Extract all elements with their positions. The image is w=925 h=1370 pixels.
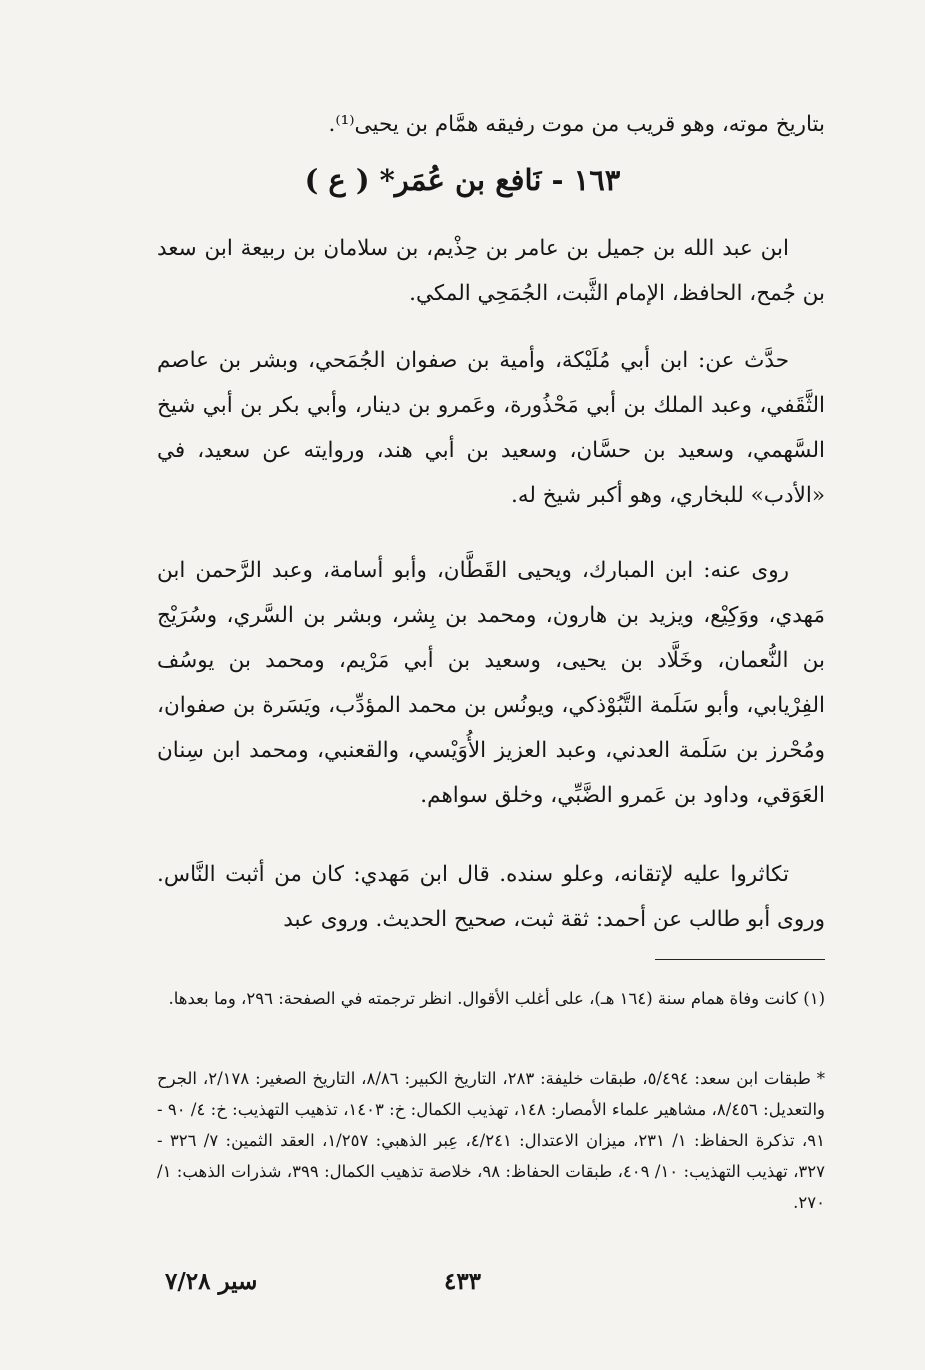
intro-line: بتاريخ موته، وهو قريب من موت رفيقه همَّام بن يحيى⁽¹⁾. [328, 112, 825, 137]
lineage-paragraph-block [157, 226, 825, 316]
teachers-paragraph-block [157, 338, 825, 518]
printer-signature: سير ٧/٢٨ [165, 1268, 258, 1295]
students-paragraph-block [157, 548, 825, 818]
lineage-text: ابن عبد الله بن جميل بن عامر بن حِذْيم، بن سلامان بن ربيعة ابن سعد بن جُمح، الحافظ، الإمام الثَّبت، الجُمَحِي المكي. [157, 236, 825, 306]
footnote-1-block [157, 983, 825, 1014]
footnote-separator [655, 959, 825, 960]
teachers-text: حدَّث عن: ابن أبي مُلَيْكة، وأمية بن صفوان الجُمَحي، وبشر بن عاصم الثَّقَفي، وعبد الملك بن أبي مَحْذُورة، وعَمرو بن دينار، وأبي بكر بن أبي شيخ السَّهمي، وسعيد بن حسَّان، وسعيد بن أبي هند، وروايته عن سعيد، في «الأدب» للبخاري، وهو أكبر شيخ له. [157, 348, 825, 508]
praise-paragraph [157, 852, 825, 942]
footnote-sources: * طبقات ابن سعد: ٥/٤٩٤، طبقات خليفة: ٢٨٣، التاريخ الكبير: ٨/٨٦، التاريخ الصغير: ٢/١٧٨، الجرح والتعديل: ٨/٤٥٦، مشاهير علماء الأمصار: ١٤٨، تهذيب الكمال: خ: ١٤٠٣، تذهيب التهذيب: خ: ٤/ ٩٠ - ٩١، تذكرة الحفاظ: ١/ ٢٣١، ميزان الاعتدال: ٤/٢٤١، عِبر الذهبي: ١/٢٥٧، العقد الثمين: ٧/ ٣٢٦ - ٣٢٧، تهذيب التهذيب: ١٠/ ٤٠٩، طبقات الحفاظ: ٩٨، خلاصة تذهيب الكمال: ٣٩٩، شذرات الذهب: ١/ ٢٧٠. [157, 1069, 826, 1212]
page-number: ٤٣٣ [443, 1268, 482, 1295]
intro-line-block [157, 102, 825, 147]
entry-heading: ١٦٣ - نَافع بن عُمَر* ( ع ) [304, 163, 621, 197]
praise-paragraph-block [157, 852, 825, 942]
lineage-paragraph [157, 226, 825, 316]
footnote-1: (١) كانت وفاة همام سنة (١٦٤ هـ)، على أغلب الأقوال. انظر ترجمته في الصفحة: ٢٩٦، وما بعدها. [168, 989, 825, 1008]
students-paragraph [157, 548, 825, 818]
footnote-sources-block [157, 1063, 825, 1218]
teachers-paragraph [157, 338, 825, 518]
students-text: روى عنه: ابن المبارك، ويحيى القَطَّان، وأبو أسامة، وعبد الرَّحمن ابن مَهدي، ووَكِيْع، ويزيد بن هارون، ومحمد بن بِشر، وبشر بن السَّري، وسُرَيْج بن النُّعمان، وخَلَّاد بن يحيى، وسعيد بن أبي مَرْيم، ومحمد بن يوسُف الفِرْيابي، وأبو سَلَمة التَّبُوْذكي، ويونُس بن محمد المؤدِّب، ويَسَرة بن صفوان، ومُحْرز بن سَلَمة العدني، وعبد العزيز الأُوَيْسي، والقعنبي، ومحمد ابن سِنان العَوَقي، وداود بن عَمرو الضَّبِّي، وخلق سواهم. [157, 558, 825, 808]
praise-text: تكاثروا عليه لإتقانه، وعلو سنده. قال ابن مَهدي: كان من أثبت النَّاس. وروى أبو طالب عن أحمد: ثقة ثبت، صحيح الحديث. وروى عبد [157, 862, 825, 932]
